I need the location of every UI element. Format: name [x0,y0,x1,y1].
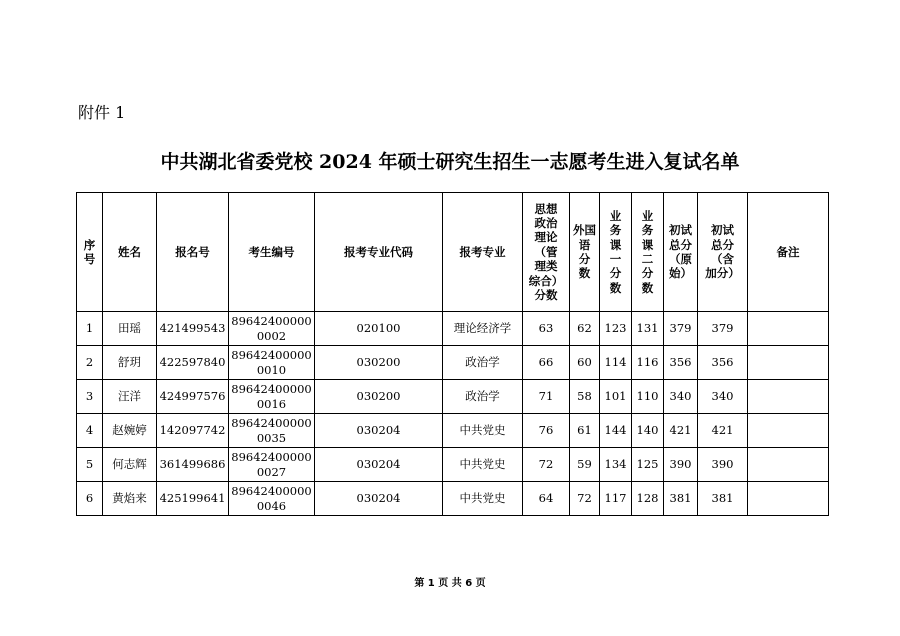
cell-total-raw: 340 [664,380,698,414]
cell-seq: 6 [77,482,103,516]
page-footer: 第 1 页 共 6 页 [414,578,486,589]
cell-course2: 116 [632,346,664,380]
cell-politics: 64 [523,482,570,516]
cell-politics: 63 [523,312,570,346]
cell-reg-no: 422597840 [157,346,229,380]
cell-reg-no: 142097742 [157,414,229,448]
cell-seq: 4 [77,414,103,448]
exam-no-part2: 0035 [256,430,287,445]
cell-course2: 140 [632,414,664,448]
cell-remarks [748,482,829,516]
cell-course1: 134 [600,448,632,482]
cell-total-bonus: 379 [698,312,748,346]
header-total-raw: 初试 总分 （原 始） [664,193,698,312]
attachment-label: 附件 1 [78,103,126,122]
cell-foreign: 60 [570,346,600,380]
table-row [77,482,829,516]
cell-total-raw: 390 [664,448,698,482]
cell-seq: 1 [77,312,103,346]
cell-politics: 76 [523,414,570,448]
exam-no-part2: 0027 [256,464,287,479]
table-row [77,312,829,346]
exam-no-part1: 89642400000 [231,484,312,499]
cell-foreign: 72 [570,482,600,516]
cell-politics: 71 [523,380,570,414]
exam-no-part1: 89642400000 [231,450,312,465]
cell-remarks [748,448,829,482]
cell-name: 舒玥 [103,346,157,380]
header-foreign-score: 外国 语 分 数 [570,193,600,312]
cell-course2: 110 [632,380,664,414]
table-row [77,414,829,448]
cell-name: 黄焰来 [103,482,157,516]
cell-course1: 117 [600,482,632,516]
cell-remarks [748,346,829,380]
cell-politics: 72 [523,448,570,482]
cell-politics: 66 [523,346,570,380]
cell-remarks [748,312,829,346]
cell-major-code: 030204 [315,482,443,516]
cell-major-code: 020100 [315,312,443,346]
cell-seq: 3 [77,380,103,414]
cell-major: 中共党史 [443,482,523,516]
exam-no-part2: 0016 [256,396,287,411]
cell-course2: 125 [632,448,664,482]
cell-course1: 101 [600,380,632,414]
cell-foreign: 62 [570,312,600,346]
cell-major-code: 030204 [315,448,443,482]
cell-exam-no [229,414,315,448]
exam-no-part1: 89642400000 [231,348,312,363]
cell-total-bonus: 356 [698,346,748,380]
cell-foreign: 61 [570,414,600,448]
header-name: 姓名 [103,193,157,312]
cell-course1: 114 [600,346,632,380]
cell-total-bonus: 421 [698,414,748,448]
exam-no-part2: 0010 [256,362,287,377]
header-course2-score: 业 务 课 二 分 数 [632,193,664,312]
document-title: 中共湖北省委党校 2024 年硕士研究生招生一志愿考生进入复试名单 [160,151,740,173]
table-row [77,346,829,380]
cell-total-raw: 356 [664,346,698,380]
cell-major: 中共党史 [443,414,523,448]
cell-course2: 128 [632,482,664,516]
cell-course1: 144 [600,414,632,448]
header-seq: 序 号 [77,193,103,312]
exam-no-part1: 89642400000 [231,382,312,397]
cell-major: 中共党史 [443,448,523,482]
cell-exam-no [229,346,315,380]
cell-reg-no: 361499686 [157,448,229,482]
header-course1-score: 业 务 课 一 分 数 [600,193,632,312]
cell-major: 理论经济学 [443,312,523,346]
candidate-table [76,192,829,516]
header-major: 报考专业 [443,193,523,312]
exam-no-part2: 0046 [256,498,287,513]
header-total-bonus: 初试 总分 （含 加分） [698,193,748,312]
cell-remarks [748,380,829,414]
cell-reg-no: 421499543 [157,312,229,346]
cell-major: 政治学 [443,380,523,414]
cell-reg-no: 425199641 [157,482,229,516]
cell-major-code: 030200 [315,380,443,414]
header-remarks: 备注 [748,193,829,312]
header-politics-score: 思想 政治 理论 （管 理类 综合） 分数 [523,193,570,312]
cell-total-bonus: 340 [698,380,748,414]
cell-seq: 5 [77,448,103,482]
table-row [77,448,829,482]
exam-no-part1: 89642400000 [231,314,312,329]
header-reg-no: 报名号 [157,193,229,312]
cell-major: 政治学 [443,346,523,380]
cell-total-bonus: 381 [698,482,748,516]
cell-exam-no [229,482,315,516]
cell-seq: 2 [77,346,103,380]
cell-exam-no [229,312,315,346]
cell-total-bonus: 390 [698,448,748,482]
exam-no-part1: 89642400000 [231,416,312,431]
cell-reg-no: 424997576 [157,380,229,414]
cell-total-raw: 421 [664,414,698,448]
cell-total-raw: 381 [664,482,698,516]
table-header-row [77,193,829,312]
cell-course2: 131 [632,312,664,346]
cell-name: 田瑶 [103,312,157,346]
cell-foreign: 58 [570,380,600,414]
cell-exam-no [229,448,315,482]
cell-name: 汪洋 [103,380,157,414]
table-row [77,380,829,414]
cell-foreign: 59 [570,448,600,482]
cell-course1: 123 [600,312,632,346]
cell-major-code: 030204 [315,414,443,448]
cell-total-raw: 379 [664,312,698,346]
cell-exam-no [229,380,315,414]
header-major-code: 报考专业代码 [315,193,443,312]
cell-major-code: 030200 [315,346,443,380]
cell-name: 赵婉婷 [103,414,157,448]
header-exam-no: 考生编号 [229,193,315,312]
cell-remarks [748,414,829,448]
exam-no-part2: 0002 [256,328,287,343]
cell-name: 何志辉 [103,448,157,482]
